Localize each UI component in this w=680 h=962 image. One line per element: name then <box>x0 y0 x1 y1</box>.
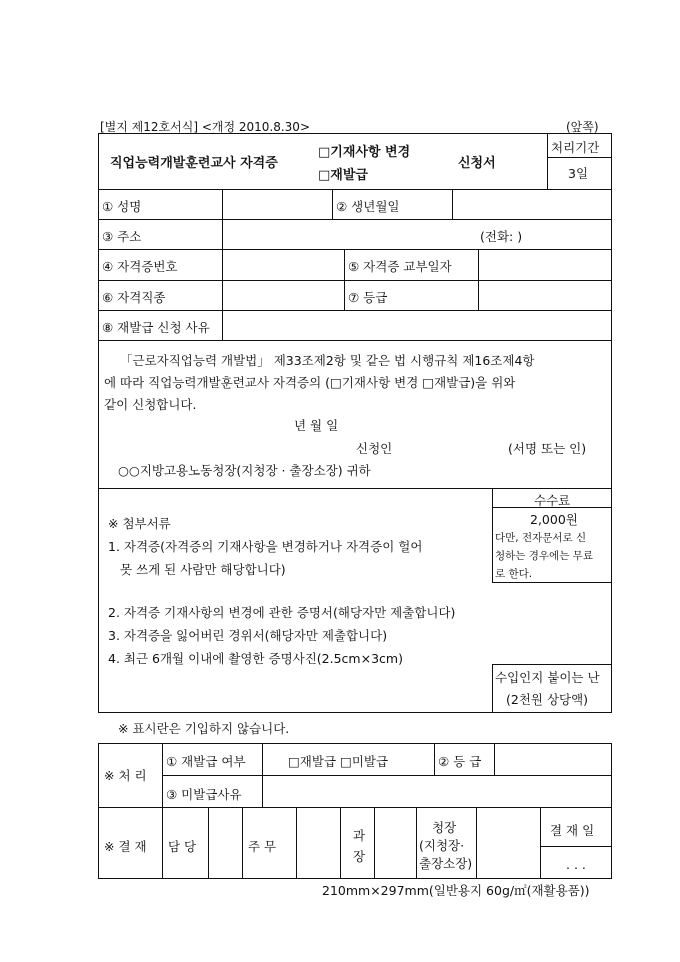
cert-number-label: ④ 자격증번호 <box>102 259 178 274</box>
attachment-2: 2. 자격증 기재사항의 변경에 관한 증명서(해당자만 제출합니다) <box>108 605 456 620</box>
statement-line-1: 「근로자직업능력 개발법」 제33조제2항 및 같은 법 시행규칙 제16조제4항 <box>120 353 535 368</box>
period-label: 처리기간 <box>551 140 600 155</box>
form-number: [별지 제12호서식] <개정 2010.8.30> <box>100 120 310 134</box>
applicant-label: 신청인 <box>356 441 393 456</box>
fee-note-2: 청하는 경우에는 무료 <box>495 550 593 562</box>
option-change: □기재사항 변경 <box>318 145 411 160</box>
attachments-title: ※ 첨부서류 <box>108 516 171 531</box>
issue-date-field[interactable] <box>480 251 610 278</box>
non-issue-reason-field[interactable] <box>264 777 610 805</box>
attachment-4: 4. 최근 6개월 이내에 촬영한 증명사진(2.5cm×3cm) <box>108 651 403 666</box>
fee-note-1: 다만, 전자문서로 신 <box>495 532 587 544</box>
phone-field[interactable]: (전화: ) <box>480 229 523 244</box>
reissue-status-label: ① 재발급 여부 <box>166 754 246 769</box>
statement-line-2: 에 따라 직업능력개발훈련교사 자격증의 (□기재사항 변경 □재발급)을 위와 <box>104 375 516 390</box>
attachment-1b: 못 쓰게 된 사람만 해당합니다) <box>120 562 286 577</box>
birth-label: ② 생년월일 <box>336 199 400 214</box>
reissue-status-options[interactable]: □재발급 □미발급 <box>288 754 389 769</box>
name-label: ① 성명 <box>102 199 142 214</box>
approval-date-field[interactable]: . . . <box>566 857 586 872</box>
signature-field[interactable]: (서명 또는 인) <box>508 441 587 456</box>
address-field[interactable] <box>224 221 474 247</box>
issue-date-label: ⑤ 자격증 교부일자 <box>348 259 452 274</box>
fee-note-3: 로 한다. <box>495 568 533 580</box>
address-label: ③ 주소 <box>102 229 142 244</box>
office-grade-label: ② 등 급 <box>438 754 482 769</box>
page-side: (앞쪽) <box>566 120 599 134</box>
cert-number-field[interactable] <box>224 251 342 278</box>
head-label-2: (지청장· <box>419 838 465 853</box>
addressee: ○○지방고용노동청장(지청장 · 출장소장) 귀하 <box>118 463 371 478</box>
attachment-1a: 1. 자격증(자격증의 기재사항을 변경하거나 자격증이 헐어 <box>108 539 423 554</box>
manager-label-b: 장 <box>353 849 366 864</box>
non-issue-reason-label: ③ 미발급사유 <box>166 787 242 802</box>
cert-type-field[interactable] <box>224 282 342 308</box>
reissue-reason-label: ⑧ 재발급 신청 사유 <box>102 320 210 335</box>
period-value: 3일 <box>568 166 589 181</box>
manager-label-a: 과 <box>353 828 366 843</box>
approval-date-label: 결 재 일 <box>550 823 595 838</box>
head-label-1: 청장 <box>432 820 457 835</box>
grade-field[interactable] <box>480 282 610 308</box>
cert-type-label: ⑥ 자격직종 <box>102 290 166 305</box>
fee-label: 수수료 <box>534 493 571 508</box>
approval-label: ※ 결 재 <box>104 839 147 854</box>
statement-line-3: 같이 신청합니다. <box>104 397 197 412</box>
head-label-3: 출장소장) <box>419 856 473 871</box>
staff-label: 담 당 <box>168 839 197 854</box>
process-label: ※ 처 리 <box>104 768 147 783</box>
option-reissue: □재발급 <box>318 168 368 183</box>
stamp-label: 수입인지 붙이는 난 <box>495 670 600 685</box>
notice: ※ 표시란은 기입하지 않습니다. <box>118 721 290 736</box>
reissue-reason-field[interactable] <box>224 312 610 338</box>
fee-amount: 2,000원 <box>530 512 578 527</box>
grade-label: ⑦ 등급 <box>348 290 388 305</box>
form-title: 직업능력개발훈련교사 자격증 <box>110 156 278 171</box>
paper-spec: 210mm×297mm(일반용지 60g/㎡(재활용품)) <box>322 883 590 898</box>
chief-label: 주 무 <box>248 839 277 854</box>
application-date[interactable]: 년 월 일 <box>294 418 339 433</box>
office-grade-field[interactable] <box>496 745 610 773</box>
form-title-suffix: 신청서 <box>458 156 496 171</box>
attachment-3: 3. 자격증을 잃어버린 경위서(해당자만 제출합니다) <box>108 628 388 643</box>
name-field[interactable] <box>224 191 330 217</box>
stamp-amount: (2천원 상당액) <box>506 692 589 707</box>
birth-field[interactable] <box>454 191 610 217</box>
